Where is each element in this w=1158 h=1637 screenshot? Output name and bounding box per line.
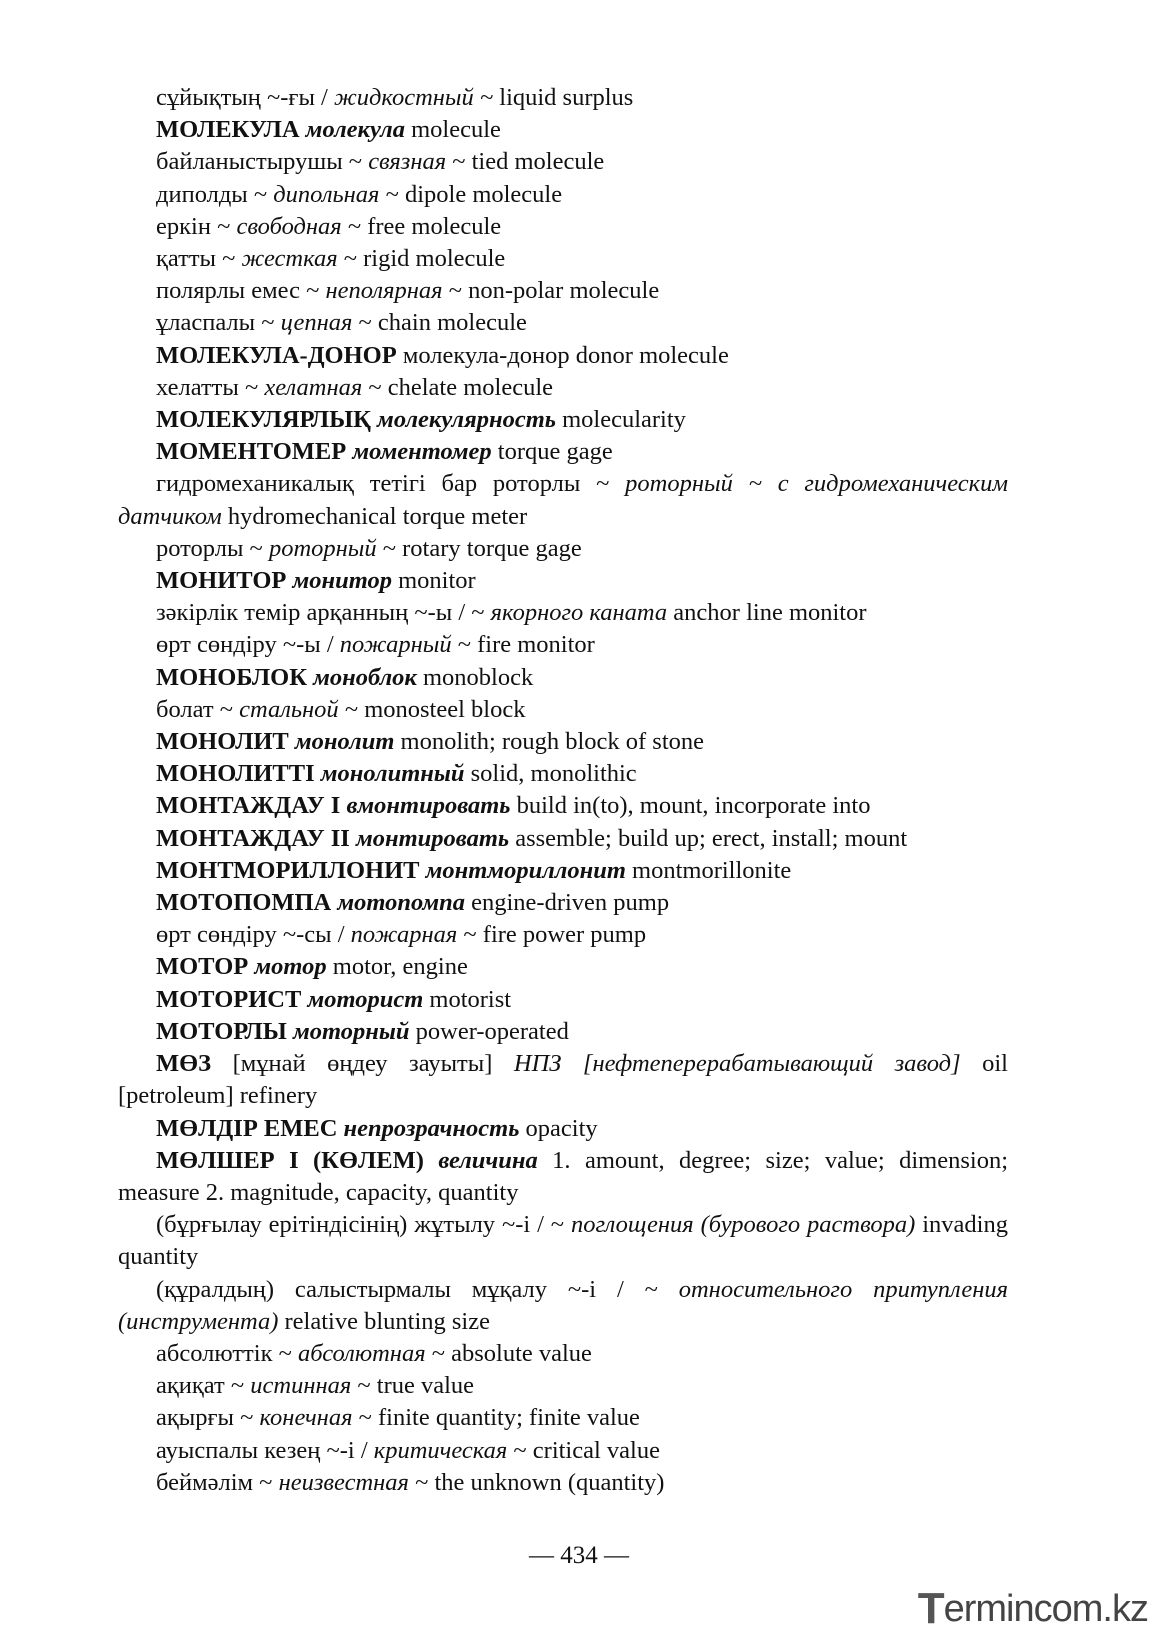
kazakh-term: ақырғы ~ — [156, 1404, 260, 1432]
dictionary-entry — [118, 758, 1008, 790]
kazakh-term: абсолюттік ~ — [156, 1339, 298, 1367]
dictionary-entry — [118, 887, 1008, 919]
english-term: relative blunting size — [278, 1307, 490, 1335]
english-term: ~ chelate molecule — [362, 373, 554, 401]
english-term: 1. amount, degree; size; value; dimension; measure 2. magnitude, capacity, quantity — [118, 1146, 1008, 1206]
russian-term: стальной — [239, 695, 339, 723]
russian-term: НПЗ [нефтеперерабатывающий завод] — [513, 1050, 961, 1078]
kazakh-term: ұласпалы ~ — [156, 309, 281, 337]
english-term: molecule — [404, 116, 501, 144]
english-term: oil [petroleum] refinery — [118, 1050, 1008, 1110]
kazakh-term: беймәлім ~ — [156, 1468, 279, 1496]
russian-term: пожарный — [339, 631, 452, 659]
russian-headword: монолитный — [320, 760, 465, 788]
headword: МОЛЕКУЛА — [156, 116, 306, 144]
headword: МОЛЕКУЛЯРЛЫҚ — [156, 406, 378, 434]
dictionary-entry — [118, 694, 1008, 726]
kazakh-term: хелатты ~ — [156, 373, 265, 401]
dictionary-entry — [118, 307, 1008, 339]
english-term: power-operated — [409, 1017, 569, 1045]
termincom-logo — [917, 1584, 1148, 1633]
english-term: invading quantity — [118, 1211, 1008, 1271]
dictionary-entry — [118, 82, 1008, 114]
headword: МОТОПОМПА — [156, 889, 338, 917]
kazakh-term: гидромеханикалық тетігі бар роторлы ~ — [156, 470, 626, 498]
dictionary-entry — [118, 340, 1008, 372]
headword: МОНТМОРИЛЛОНИТ — [156, 856, 426, 884]
headword: МӨЛШЕР І (КӨЛЕМ) — [156, 1146, 439, 1174]
dictionary-entry — [118, 1113, 1008, 1145]
english-term: hydromechanical torque meter — [221, 502, 528, 530]
english-term: solid, monolithic — [464, 760, 637, 788]
russian-term: якорного каната — [490, 599, 668, 627]
dictionary-entry — [118, 1048, 1008, 1112]
russian-term: связная — [368, 148, 447, 176]
headword: МӨЛДІР ЕМЕС — [156, 1114, 344, 1142]
dictionary-entry — [118, 984, 1008, 1016]
russian-term: пожарная — [350, 921, 458, 949]
english-term: ~ fire monitor — [451, 631, 595, 659]
kazakh-term: еркін ~ — [156, 212, 237, 240]
dictionary-entry — [118, 211, 1008, 243]
dictionary-entry — [118, 597, 1008, 629]
headword: МОНТАЖДАУ І — [156, 792, 347, 820]
russian-term: критическая — [373, 1436, 508, 1464]
dictionary-entry — [118, 404, 1008, 436]
english-term: ~ rotary torque gage — [376, 534, 582, 562]
english-term: ~ rigid molecule — [337, 245, 506, 273]
kazakh-term: байланыстырушы ~ — [156, 148, 369, 176]
english-term: montmorillonite — [625, 856, 792, 884]
page-number: — 434 — — [529, 1542, 629, 1569]
russian-term: абсолютная — [297, 1339, 426, 1367]
russian-term: жесткая — [241, 245, 338, 273]
english-term: monitor — [391, 567, 476, 595]
russian-headword: монтировать — [355, 824, 510, 852]
dictionary-entry — [118, 823, 1008, 855]
russian-term: относительного притупления (инструмента) — [118, 1275, 1008, 1335]
russian-headword: моноблок — [313, 663, 417, 691]
dictionary-entry — [118, 1370, 1008, 1402]
russian-term: свободная — [236, 212, 342, 240]
dictionary-entries — [118, 82, 1008, 1499]
english-term: ~ finite quantity; finite value — [352, 1404, 640, 1432]
kazakh-term: зәкірлік темір арқанның ~-ы / ~ — [156, 599, 491, 627]
dictionary-entry — [118, 243, 1008, 275]
dictionary-entry — [118, 114, 1008, 146]
english-term: motorist — [423, 985, 512, 1013]
english-term: ~ non-polar molecule — [442, 277, 660, 305]
dictionary-entry — [118, 919, 1008, 951]
kazakh-term: [мұнай өңдеу зауыты] — [211, 1050, 514, 1078]
logo-tail: m.kz — [1071, 1588, 1148, 1630]
english-term: liquid surplus — [493, 84, 634, 111]
russian-term: конечная — [259, 1404, 353, 1432]
english-term: ~ dipole molecule — [379, 180, 563, 208]
kazakh-term: (құралдың) салыстырмалы мұқалу ~-і / ~ — [156, 1275, 679, 1303]
dictionary-entry — [118, 275, 1008, 307]
dictionary-entry — [118, 1338, 1008, 1370]
russian-term: дипольная — [273, 180, 380, 208]
headword: МОНОЛИТТІ — [156, 760, 321, 788]
english-term: opacity — [519, 1114, 598, 1142]
russian-term: истинная — [250, 1372, 352, 1400]
russian-headword: непрозрачность — [343, 1114, 520, 1142]
russian-headword: вмонтировать — [346, 792, 511, 820]
dictionary-entry — [118, 951, 1008, 983]
english-term: молекула-донор donor molecule — [396, 341, 729, 369]
headword: МОМЕНТОМЕР — [156, 438, 353, 466]
english-term: engine-driven pump — [465, 889, 670, 917]
dictionary-entry — [118, 1016, 1008, 1048]
russian-headword: моментомер — [352, 438, 492, 466]
english-term: ~ tied molecule — [446, 148, 605, 176]
english-term: monolith; rough block of stone — [394, 728, 705, 756]
english-term: ~ fire power pump — [457, 921, 647, 949]
kazakh-term: полярлы емес ~ — [156, 277, 326, 305]
english-term: ~ chain molecule — [352, 309, 527, 337]
russian-term: роторный — [268, 534, 377, 562]
russian-headword: мотопомпа — [337, 889, 465, 917]
headword: МӨЗ — [156, 1050, 212, 1078]
russian-headword: молекулярность — [377, 406, 556, 434]
headword: МОНТАЖДАУ ІІ — [156, 824, 356, 852]
headword: МОНОЛИТ — [156, 728, 295, 756]
english-term: molecularity — [555, 406, 686, 434]
dictionary-entry — [118, 790, 1008, 822]
russian-headword: моторист — [307, 985, 424, 1013]
english-term: ~ free molecule — [341, 212, 502, 240]
russian-headword: молекула — [305, 116, 405, 144]
russian-term: неполярная — [325, 277, 443, 305]
russian-term: хелатная — [264, 373, 363, 401]
dictionary-entry — [118, 662, 1008, 694]
dictionary-entry — [118, 1435, 1008, 1467]
headword: МОТОРЛЫ — [156, 1017, 293, 1045]
russian-headword: величина — [438, 1146, 538, 1174]
dictionary-entry — [118, 1274, 1008, 1338]
dictionary-entry — [118, 372, 1008, 404]
logo-o: o — [1051, 1588, 1072, 1630]
english-term: motor, engine — [326, 953, 468, 981]
english-term: build in(to), mount, incorporate into — [510, 792, 871, 820]
dictionary-entry — [118, 468, 1008, 532]
russian-term: поглощения (бурового раствора) — [570, 1211, 916, 1239]
english-term: ~ monosteel block — [338, 695, 526, 723]
logo-letter-t: T — [917, 1584, 944, 1633]
dictionary-entry — [118, 629, 1008, 661]
dictionary-entry — [118, 533, 1008, 565]
english-term: ~ critical value — [507, 1436, 660, 1464]
dictionary-entry — [118, 179, 1008, 211]
kazakh-term: ақиқат ~ — [156, 1372, 251, 1400]
headword: МОЛЕКУЛА-ДОНОР — [156, 341, 397, 369]
russian-term: жидкостный ~ — [333, 84, 494, 111]
dictionary-entry — [118, 146, 1008, 178]
english-term: assemble; build up; erect, install; mount — [509, 824, 908, 852]
english-term: monoblock — [416, 663, 534, 691]
kazakh-term: болат ~ — [156, 695, 240, 723]
kazakh-term: роторлы ~ — [156, 534, 269, 562]
kazakh-term: қатты ~ — [156, 245, 242, 273]
kazakh-term: ауыспалы кезең ~-і / — [156, 1436, 374, 1464]
russian-headword: монтмориллонит — [425, 856, 626, 884]
headword: МОНОБЛОК — [156, 663, 314, 691]
kazakh-term: сұйықтың ~-ғы / — [156, 84, 334, 111]
english-term: ~ absolute value — [425, 1339, 592, 1367]
dictionary-entry — [118, 726, 1008, 758]
dictionary-entry — [118, 436, 1008, 468]
russian-headword: мотор — [254, 953, 327, 981]
english-term: ~ the unknown (quantity) — [408, 1468, 665, 1496]
russian-headword: моторный — [293, 1017, 410, 1045]
russian-headword: монолит — [294, 728, 395, 756]
dictionary-entry — [118, 1209, 1008, 1273]
english-term: torque gage — [491, 438, 613, 466]
dictionary-entry — [118, 1402, 1008, 1434]
russian-term: неизвестная — [278, 1468, 409, 1496]
kazakh-term: диполды ~ — [156, 180, 274, 208]
kazakh-term: өрт сөндіру ~-ы / — [156, 631, 340, 659]
headword: МОНИТОР — [156, 567, 293, 595]
kazakh-term: (бұрғылау ерітіндісінің) жұтылу ~-і / ~ — [156, 1211, 571, 1239]
logo-text: erminc — [943, 1588, 1052, 1630]
russian-headword: монитор — [292, 567, 392, 595]
headword: МОТОР — [156, 953, 255, 981]
dictionary-entry — [118, 855, 1008, 887]
english-term: ~ true value — [351, 1372, 475, 1400]
dictionary-entry — [118, 565, 1008, 597]
dictionary-entry — [118, 1145, 1008, 1209]
dictionary-entry — [118, 1467, 1008, 1499]
russian-term: цепная — [280, 309, 353, 337]
headword: МОТОРИСТ — [156, 985, 308, 1013]
russian-term: роторный ~ с гидромеханическим датчиком — [118, 470, 1008, 530]
kazakh-term: өрт сөндіру ~-сы / — [156, 921, 351, 949]
english-term: anchor line monitor — [667, 599, 867, 627]
